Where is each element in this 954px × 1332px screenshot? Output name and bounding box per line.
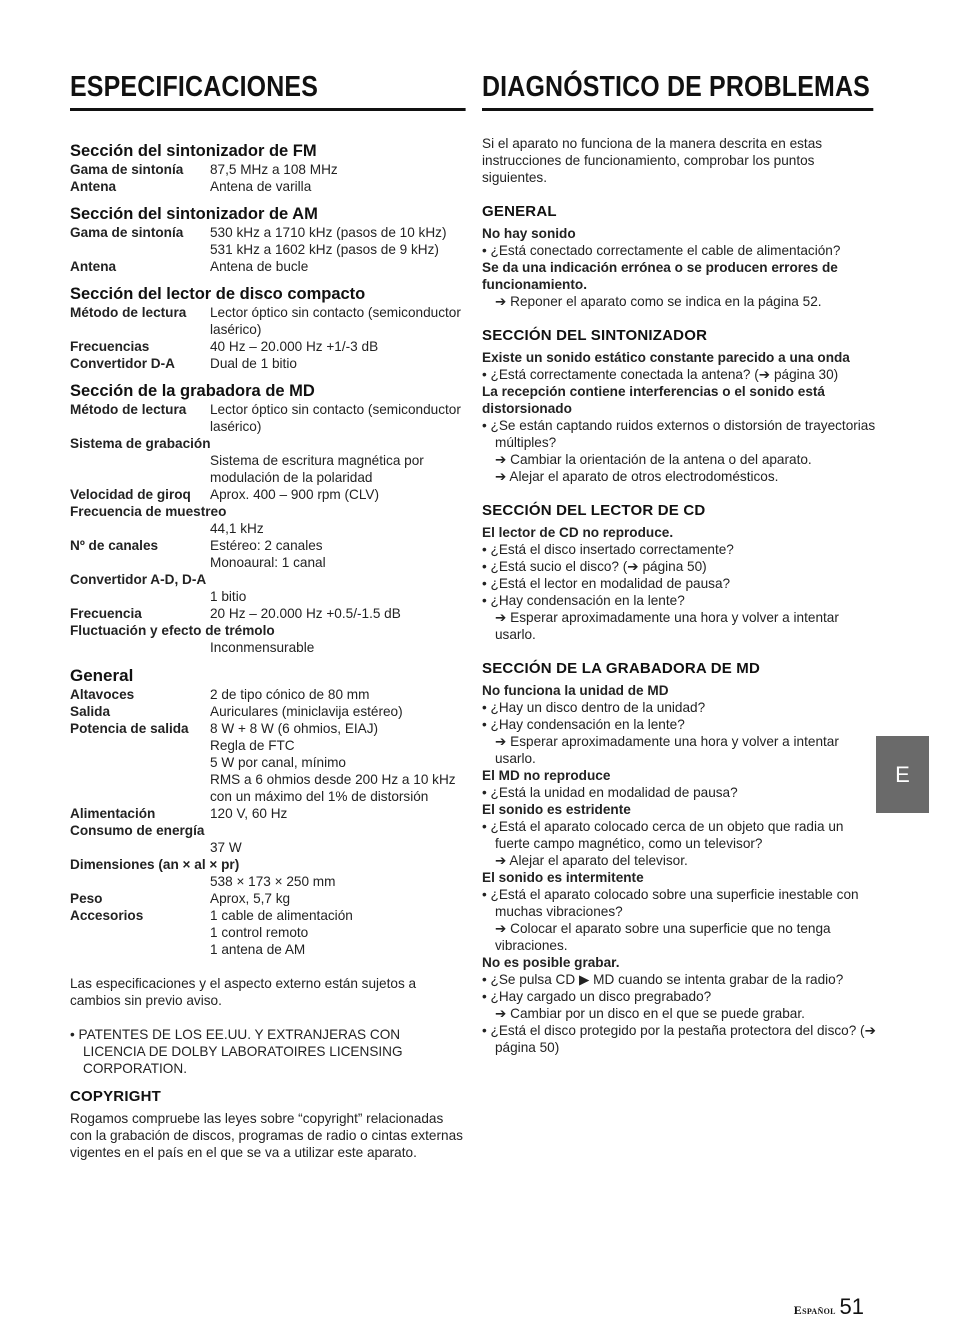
- spec-label: Alimentación: [70, 806, 156, 821]
- spec-label: Accesorios: [70, 908, 144, 923]
- spec-label: Antena: [70, 179, 117, 194]
- remedy-text: Esperar aproximadamente una hora y volver a intentar usarlo.: [495, 610, 839, 642]
- bullet: •: [482, 717, 491, 732]
- spec-label: [70, 924, 210, 941]
- spec-label: Dimensiones (an × al × pr): [70, 857, 240, 872]
- spec-label: Consumo de energía: [70, 823, 205, 838]
- spec-label: Nº de canales: [70, 538, 159, 553]
- check-item: [482, 575, 877, 592]
- spec-row: [70, 304, 465, 338]
- check-text: ¿Hay cargado un disco pregrabado?: [490, 989, 712, 1004]
- spec-value: 5 W por canal, mínimo: [210, 755, 346, 770]
- am-heading: Sección del sintonizador de AM: [70, 205, 318, 223]
- spec-label: Frecuencias: [70, 339, 150, 354]
- spec-value: Regla de FTC: [210, 738, 295, 753]
- spec-label: [70, 554, 210, 571]
- spec-value: 530 kHz a 1710 kHz (pasos de 10 kHz): [210, 225, 447, 240]
- spec-row: [70, 537, 465, 554]
- troubleshooting-title: DIAGNÓSTICO DE PROBLEMAS: [482, 70, 873, 111]
- check-text: ¿Se pulsa CD ▶ MD cuando se intenta grabar de la radio?: [490, 972, 844, 987]
- spec-value: 1 bitio: [210, 589, 247, 604]
- section-heading: SECCIÓN DEL LECTOR DE CD: [482, 502, 706, 519]
- spec-value: Auriculares (miniclavija estéreo): [210, 704, 403, 719]
- check-text: ¿Está correctamente conectada la antena? (➔ página 30): [490, 367, 839, 382]
- remedy-text: Alejar el aparato de otros electrodomésticos.: [509, 469, 779, 484]
- arrow-icon: ➔: [495, 853, 510, 868]
- arrow-icon: ➔: [495, 610, 511, 625]
- spec-label: Gama de sintonía: [70, 162, 184, 177]
- spec-row: [70, 355, 465, 372]
- spec-value: RMS a 6 ohmios desde 200 Hz a 10 kHz con un máximo del 1% de distorsión: [210, 772, 456, 804]
- remedy-item: [482, 451, 877, 468]
- spec-value: 1 control remoto: [210, 925, 309, 940]
- remedy-item: [482, 1005, 877, 1022]
- specifications-column: [70, 70, 465, 1161]
- spec-row: [70, 890, 465, 907]
- spec-label: Fluctuación y efecto de trémolo: [70, 623, 275, 638]
- remedy-text: Colocar el aparato sobre una superficie que no tenga vibraciones.: [495, 921, 831, 953]
- spec-value: Antena de bucle: [210, 259, 309, 274]
- spec-row: [70, 161, 465, 178]
- arrow-icon: ➔: [495, 469, 510, 484]
- problem-title: El sonido es intermitente: [482, 870, 644, 885]
- check-text: ¿Está el disco protegido por la pestaña protectora del disco? (➔ página 50): [490, 1023, 876, 1055]
- check-item: [482, 971, 877, 988]
- section-heading: SECCIÓN DEL SINTONIZADOR: [482, 327, 708, 344]
- check-item: [482, 988, 877, 1005]
- spec-value: Lector óptico sin contacto (semiconductor lasérico): [210, 402, 461, 434]
- section-tab: E: [876, 736, 929, 813]
- check-text: ¿Hay condensación en la lente?: [490, 593, 685, 608]
- spec-label: Gama de sintonía: [70, 225, 184, 240]
- spec-value: Sistema de escritura magnética por modulación de la polaridad: [210, 453, 424, 485]
- spec-label: Salida: [70, 704, 111, 719]
- remedy-text: Reponer el aparato como se indica en la página 52.: [510, 294, 822, 309]
- check-text: ¿Está la unidad en modalidad de pausa?: [490, 785, 738, 800]
- check-item: [482, 784, 877, 801]
- general-spec-table: [70, 686, 465, 958]
- check-item: [482, 558, 877, 575]
- page-number: 51: [839, 1294, 864, 1319]
- footer-language: Español: [793, 1303, 836, 1317]
- remedy-item: [482, 293, 877, 310]
- patent-text: • PATENTES DE LOS EE.UU. Y EXTRANJERAS CON LICENCIA DE DOLBY LABORATOIRES LICENSING CORPORATION.: [70, 1027, 403, 1076]
- spec-value: Dual de 1 bitio: [210, 356, 297, 371]
- spec-row: [70, 941, 465, 958]
- check-text: ¿Hay un disco dentro de la unidad?: [490, 700, 706, 715]
- copyright-text: Rogamos compruebe las leyes sobre “copyright” relacionadas con la grabación de discos, programas de radio o cintas externas vigentes en el país en el que se va a utilizar este aparato.: [70, 1111, 463, 1160]
- spec-row: [70, 178, 465, 195]
- problem-title: La recepción contiene interferencias o el sonido está distorsionado: [482, 384, 825, 416]
- check-text: ¿Está conectado correctamente el cable de alimentación?: [490, 243, 841, 258]
- spec-label: [70, 737, 210, 754]
- spec-label: Sistema de grabación: [70, 436, 211, 451]
- check-text: ¿Está el lector en modalidad de pausa?: [490, 576, 731, 591]
- check-item: [482, 818, 877, 852]
- spec-value: Aprox, 5,7 kg: [210, 891, 291, 906]
- check-item: [482, 699, 877, 716]
- bullet: •: [482, 418, 491, 433]
- remedy-text: Esperar aproximadamente una hora y volver a intentar usarlo.: [495, 734, 839, 766]
- bullet: •: [482, 819, 491, 834]
- spec-value: 2 de tipo cónico de 80 mm: [210, 687, 370, 702]
- section-heading: SECCIÓN DE LA GRABADORA DE MD: [482, 660, 761, 677]
- problem-title: No hay sonido: [482, 226, 576, 241]
- bullet: •: [482, 700, 491, 715]
- check-text: ¿Está sucio el disco? (➔ página 50): [490, 559, 707, 574]
- spec-label: Potencia de salida: [70, 721, 189, 736]
- arrow-icon: ➔: [495, 294, 511, 309]
- check-item: [482, 417, 877, 451]
- spec-label: Altavoces: [70, 687, 135, 702]
- spec-label: Convertidor D-A: [70, 356, 175, 371]
- spec-value: 531 kHz a 1602 kHz (pasos de 9 kHz): [210, 242, 439, 257]
- spec-label: [70, 754, 210, 771]
- bullet: •: [482, 972, 491, 987]
- spec-value: 8 W + 8 W (6 ohmios, EIAJ): [210, 721, 379, 736]
- remedy-item: [482, 852, 877, 869]
- bullet: •: [482, 593, 491, 608]
- arrow-icon: ➔: [495, 921, 511, 936]
- cd-heading: Sección del lector de disco compacto: [70, 285, 366, 303]
- check-item: [482, 716, 877, 733]
- spec-value: Antena de varilla: [210, 179, 312, 194]
- spec-value: 87,5 MHz a 108 MHz: [210, 162, 338, 177]
- spec-label: [70, 941, 210, 958]
- bullet: •: [482, 576, 491, 591]
- spec-row: [70, 401, 465, 435]
- copyright-heading: COPYRIGHT: [70, 1088, 161, 1105]
- remedy-item: [482, 920, 877, 954]
- spec-label: Velocidad de giroq: [70, 487, 191, 502]
- spec-label: [70, 771, 210, 805]
- spec-row: [70, 805, 465, 822]
- spec-value: Estéreo: 2 canales: [210, 538, 323, 553]
- remedy-text: Cambiar por un disco en el que se puede grabar.: [510, 1006, 805, 1021]
- bullet: •: [482, 243, 491, 258]
- spec-label: Peso: [70, 891, 103, 906]
- md-spec-table: [70, 401, 465, 656]
- spec-value: 37 W: [210, 840, 242, 855]
- check-text: ¿Se están captando ruidos externos o distorsión de trayectorias múltiples?: [490, 418, 876, 450]
- am-spec-table: [70, 224, 465, 275]
- spec-label: Convertidor A-D, D-A: [70, 572, 207, 587]
- check-text: ¿Está el disco insertado correctamente?: [490, 542, 734, 557]
- spec-label: Método de lectura: [70, 305, 187, 320]
- spec-row: [70, 224, 465, 241]
- fm-spec-table: [70, 161, 465, 195]
- spec-row: [70, 486, 465, 503]
- remedy-item: [482, 733, 877, 767]
- spec-row: [70, 737, 465, 754]
- problem-title: El sonido es estridente: [482, 802, 631, 817]
- check-item: [482, 366, 877, 383]
- bullet: •: [482, 785, 491, 800]
- spec-value: Aprox. 400 – 900 rpm (CLV): [210, 487, 379, 502]
- remedy-item: [482, 609, 877, 643]
- bullet: •: [482, 542, 491, 557]
- spec-label: Antena: [70, 259, 117, 274]
- cd-spec-table: [70, 304, 465, 372]
- spec-row: [70, 241, 465, 258]
- spec-row: [70, 703, 465, 720]
- spec-row: [70, 907, 465, 924]
- md-heading: Sección de la grabadora de MD: [70, 382, 315, 400]
- check-item: [482, 886, 877, 920]
- bullet: •: [482, 367, 491, 382]
- spec-value: 1 cable de alimentación: [210, 908, 353, 923]
- spec-row: [70, 771, 465, 805]
- general-heading: General: [70, 666, 134, 685]
- troubleshooting-sections: [482, 186, 877, 1056]
- problem-title: El MD no reproduce: [482, 768, 611, 783]
- arrow-icon: ➔: [495, 734, 511, 749]
- check-text: ¿Está el aparato colocado sobre una superficie inestable con muchas vibraciones?: [490, 887, 859, 919]
- spec-row: [70, 720, 465, 737]
- spec-value: Inconmensurable: [210, 640, 315, 655]
- problem-title: No funciona la unidad de MD: [482, 683, 669, 698]
- spec-row: [70, 754, 465, 771]
- problem-title: No es posible grabar.: [482, 955, 620, 970]
- remedy-text: Alejar el aparato del televisor.: [509, 853, 688, 868]
- arrow-icon: ➔: [495, 1006, 511, 1021]
- page-footer: [793, 1294, 864, 1319]
- troubleshooting-column: [482, 70, 877, 1056]
- problem-title: Se da una indicación errónea o se producen errores de funcionamiento.: [482, 260, 838, 292]
- notice-text: Las especificaciones y el aspecto externo están sujetos a cambios sin previo aviso.: [70, 976, 417, 1008]
- spec-value: 120 V, 60 Hz: [210, 806, 288, 821]
- bullet: •: [482, 1023, 491, 1038]
- spec-value: 40 Hz – 20.000 Hz +1/-3 dB: [210, 339, 379, 354]
- check-item: [482, 242, 877, 259]
- intro-text: Si el aparato no funciona de la manera descrita en estas instrucciones de funcionamiento, comprobar los puntos siguientes.: [482, 136, 823, 185]
- spec-row: [70, 338, 465, 355]
- remedy-text: Cambiar la orientación de la antena o del aparato.: [510, 452, 812, 467]
- spec-value: 1 antena de AM: [210, 942, 306, 957]
- arrow-icon: ➔: [495, 452, 511, 467]
- spec-row: [70, 924, 465, 941]
- fm-heading: Sección del sintonizador de FM: [70, 142, 317, 160]
- bullet: •: [482, 989, 491, 1004]
- spec-value: 538 × 173 × 250 mm: [210, 874, 336, 889]
- spec-row: [70, 605, 465, 622]
- check-item: [482, 541, 877, 558]
- spec-label: Frecuencia: [70, 606, 142, 621]
- spec-value: 44,1 kHz: [210, 521, 264, 536]
- check-item: [482, 592, 877, 609]
- check-text: ¿Hay condensación en la lente?: [490, 717, 685, 732]
- spec-value: Monoaural: 1 canal: [210, 555, 326, 570]
- spec-row: [70, 258, 465, 275]
- spec-row: [70, 686, 465, 703]
- section-heading: GENERAL: [482, 203, 557, 220]
- spec-label: [70, 241, 210, 258]
- spec-value: 20 Hz – 20.000 Hz +0.5/-1.5 dB: [210, 606, 401, 621]
- spec-label: Método de lectura: [70, 402, 187, 417]
- specifications-title: ESPECIFICACIONES: [70, 70, 466, 111]
- spec-row: [70, 554, 465, 571]
- spec-value: Lector óptico sin contacto (semiconductor lasérico): [210, 305, 461, 337]
- bullet: •: [482, 887, 491, 902]
- spec-label: Frecuencia de muestreo: [70, 504, 227, 519]
- problem-title: Existe un sonido estático constante parecido a una onda: [482, 350, 850, 365]
- check-text: ¿Está el aparato colocado cerca de un objeto que radia un fuerte campo magnético, como un televisor?: [490, 819, 844, 851]
- check-item: [482, 1022, 877, 1056]
- problem-title: El lector de CD no reproduce.: [482, 525, 674, 540]
- remedy-item: [482, 468, 877, 485]
- bullet: •: [482, 559, 491, 574]
